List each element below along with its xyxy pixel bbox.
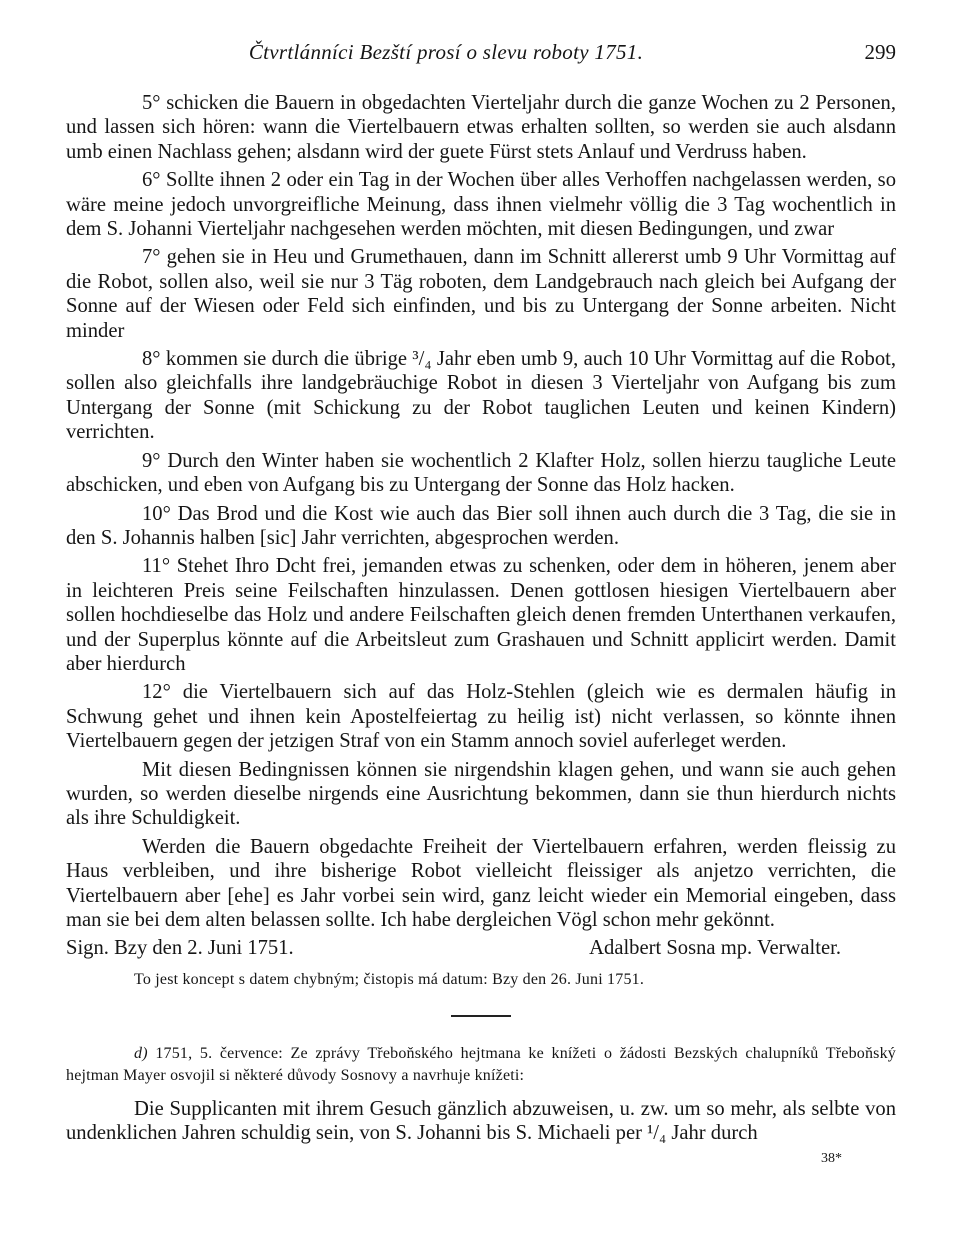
paragraph-conditions: Mit diesen Bedingnissen können sie nirgendshin klagen gehen, und wann sie auch gehen wurden, so werden dieselbe nirgends eine Ausrichtung bekommen, dann sie thun hierdurch nichts als ihre Schuldigkeit. [66,758,896,830]
paragraph-6: 6° Sollte ihnen 2 oder ein Tag in der Wochen über alles Verhoffen nachgelassen werden, so wäre meine jedoch unvorgreifliche Meinung, dass ihnen vielmehr völlig die 3 Tag wochentlich in dem S. Johanni Vierteljahr nachgesehen werden möchten, mit diesen Bedingungen, und zwar [66,169,896,241]
paragraph-8: 8° kommen sie durch die übrige ³/₄ Jahr eben umb 9, auch 10 Uhr Vormittag auf die Robot, sollen also gleichfalls ihre landgebräuchige Robot in diesen 3 Vierteljahr von Aufgang bis zum Untergang der Sonne (mit Schickung zu der Robot tauglichen Leuten und keinen Kindern) verrichten. [66,348,896,444]
footnote-quote [66,1097,896,1145]
signature-place-date: Sign. Bzy den 2. Juni 1751. [66,937,294,960]
paragraph-5: 5° schicken die Bauern in obgedachten Vierteljahr durch die ganze Wochen zu 2 Personen, und lassen sich hören: wann die Viertelbauern etwas erhalten sollten, so werden sie auch alsdann umb einen Nachlass gehen; alsdann wird der guete Fürst stets Anlauf und Verdruss haben. [66,92,896,163]
page-header [66,40,896,70]
footnote-quote-text: Die Supplicanten mit ihrem Gesuch gänzlich abzuweisen, u. zw. um so mehr, als selbte von undenklichen Jahren schuldig sein, von S. Johanni bis S. Michaeli per ¹/₄ Jahr durch [66,1097,896,1144]
paragraph-10: 10° Das Brod und die Kost wie auch das Bier soll ihnen auch durch die 3 Tag, die sie in den S. Johannis halben [sic] Jahr verrichten, abgesprochen werden. [66,502,896,549]
paragraph-9: 9° Durch den Winter haben sie wochentlich 2 Klafter Holz, sollen hierzu taugliche Leute abschicken, und eben von Aufgang bis zu Untergang der Sonne das Holz hacken. [66,449,896,497]
signature-mark: 38* [821,1150,842,1166]
footnote [66,1043,896,1087]
footnote-text: 1751, 5. července: Ze zprávy Třeboňského hejtmana ke knížeti o žádosti Bezských chalupníků Třeboňský hejtman Mayer osvojil si některé důvody Sosnovy a navrhuje knížeti: [66,1044,897,1084]
paragraph-12: 12° die Viertelbauern sich auf das Holz-Stehlen (gleich wie es dermalen häufig in Schwung gehet und ihnen kein Apostelfeiertag zu heilig ist) nicht verlassen, so könnte ihnen Viertelbauern gegen der jetzigen Straf von ein Stamm annoch soviel auferleget werden. [66,681,896,753]
page-number: 299 [864,40,896,64]
editor-note: To jest koncept s datem chybným; čistopis má datum: Bzy den 26. Juni 1751. [134,970,645,988]
footnote-divider [451,1015,511,1017]
main-text [66,91,896,1171]
footnote-label: d) [134,1044,148,1062]
running-title: Čtvrtlánníci Bezští prosí o slevu roboty 1751. [248,40,644,64]
signature-line [66,936,896,960]
paragraph-11: 11° Stehet Ihro Dcht frei, jemanden etwas zu schenken, oder dem in höheren, jenem aber in leichteren Preis seine Feilschaften hinzulassen. Denen gottlosen hiesigen Viertelbauern aber sollen hochdieselbe das Holz und andere Feilschaften gleich denen fremden Unterthanen verkaufen, und der Superplus könnte auf die Arbeitsleut zum Grashauen und Schnitt applicirt werden. Damit aber hierdurch [66,555,896,675]
paragraph-conclusion: Werden die Bauern obgedachte Freiheit der Viertelbauern erfahren, werden fleissig zu Haus verbleiben, und ihre bisherige Robot vielleicht fleissiger als anjetzo verrichten, die Viertelbauern aber [ehe] es Jahr vorbei sein wird, ganz leicht wieder ein Memorial eingeben, dass man sie bei dem alten belassen sollte. Ich habe dergleichen Vögl schon mehr gekönnt. [66,835,896,931]
paragraph-7: 7° gehen sie in Heu und Grumethauen, dann im Schnitt allererst umb 9 Uhr Vormittag auf die Robot, sollen also, weil sie nur 3 Täg roboten, dem Landgebrauch nach gleich bei Aufgang der Sonne auf der Wiesen oder Feld sich einfinden, und bis zu Untergang der Sonne arbeiten. Nicht minder [66,246,896,342]
signature-signer: Adalbert Sosna mp. Verwalter. [589,937,841,960]
